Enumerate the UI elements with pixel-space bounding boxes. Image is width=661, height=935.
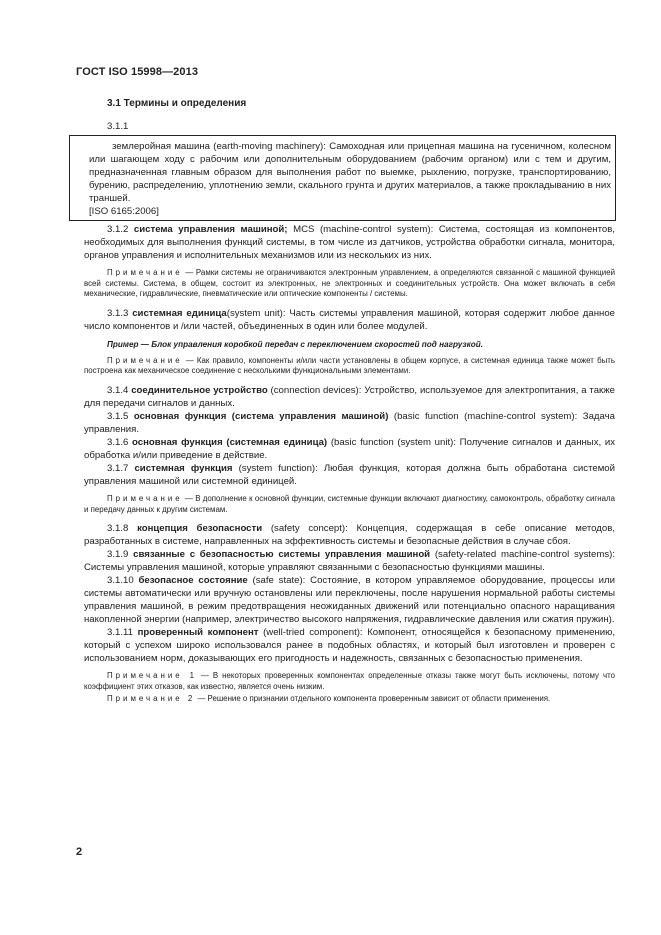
term-number: 3.1.2 [107,224,129,235]
example-text: Пример — Блок управления коробкой передач с переключением скоростей под нагрузкой. [107,339,484,349]
note-label: Примечание 2 [107,694,196,704]
term-3-1-11 [84,626,615,665]
term-definition: (basic function (system unit): Получение сигналов и данных, их обработка и/или приведение в действие. [84,436,616,461]
term-name: система управления машиной; [133,224,288,235]
box-definition-text: землеройная машина (earth-moving machinery): Самоходная или прицепная машина на гусеничном, колесном или шагающем ходу с рабочим или дополнительным оборудованием (рабочим органом) или с тем и другим, предназначенная главным образом для выполнения работ по выемке, рыхлению, погрузке, транспортированию, бурению, распределению, уплотнению земли, скального грунта и других материалов, а также прокладыванию в них траншей. [89,141,611,204]
term-3-1-10 [84,574,615,626]
term-number: 3.1.9 [107,549,129,561]
definition-box [69,135,616,221]
term-definition: (safe state): Состояние, в котором управляемое оборудование, процессы или системы автоматически или вручную остановлены или переключены, после нарушения нормальной работы системы управления машиной, в режим предотвращения неожиданных движений или потенциально опасного наращивания накопленной энергии (например, электричество высокого напряжения, гидравлические давления или сжатия пружин). [84,575,615,626]
page-number: 2 [76,846,83,858]
note-text: — В дополнение к основной функции, системные функции включают диагностику, самоконтроль, обработку сигнала и передачу данных к другим системам. [84,493,615,514]
term-3-1-6 [84,436,615,462]
term-number: 3.1.4 [107,384,129,396]
term-name: связанные с безопасностью системы управления машиной [133,549,431,561]
term-definition: (system function): Любая функция, которая должна быть обработана системой управления машиной или системной единицей. [84,462,615,487]
note-label: Примечание 1 [107,671,198,681]
term-definition: MCS (machine-control system): Система, состоящая из компонентов, необходимых для выполнения функций системы, в том числе из датчиков, устройства обработки сигнала, монитора, органов управления и исполнительных механизмов или из нескольких из них. [84,224,615,261]
note-3-1-11-2 [84,694,615,705]
term-number: 3.1.8 [107,523,129,535]
note-label: Примечание [107,493,183,503]
term-3-1-8 [84,522,615,548]
content-body [84,98,615,705]
term-number: 3.1.5 [107,410,129,422]
note-text: — Решение о признании отдельного компонента проверенным зависит от области применения. [195,694,551,704]
term-number-3-1-1: 3.1.1 [107,121,129,132]
note-text: — В некоторых проверенных компонентах определенные отказы также могут быть исключены, потому что коэффициент этих отказов, как известно, является очень низким. [84,671,615,691]
term-3-1-7 [84,462,615,488]
term-number: 3.1.7 [107,462,129,474]
term-name: системная единица [132,307,227,319]
note-text: — Как правило, компоненты и/или части установлены в общем корпусе, а системная единица также может быть построена как механическое соединение с несколькими функциональными элементами. [84,355,615,376]
note-3-1-11-1 [84,671,615,692]
term-definition: (safety-related machine-control systems): Системы управления машиной, которые управляют связанными с безопасностью функциями машины. [84,549,616,574]
term-name: концепция безопасности [137,523,263,535]
term-number: 3.1.6 [107,436,129,448]
term-name: соединительное устройство [131,384,268,396]
term-3-1-2 [84,223,615,262]
term-3-1-4 [84,384,615,410]
note-3-1-2 [84,268,615,300]
term-number: 3.1.10 [107,575,134,587]
term-3-1-3 [84,307,615,333]
term-3-1-9 [84,548,615,574]
term-definition: (well-tried component): Компонент, относящейся к безопасному применению, который с успехом широко использовался ранее в подобных областях, и который был изготовлен и проверен с использованием норм, доказывающих его пригодность и надежность, связанных с безопасностью применения. [84,627,615,665]
note-text: — Рамки системы не ограничиваются электронным управлением, а определяются связанной с машиной функцией всей системы. Система, в общем, состоит из электронных, не электронных и соединительных устройств. Она может включать в себя механические, гидравлические, пневматические или оптические компоненты / системы. [84,268,615,299]
term-definition: (connection devices): Устройство, используемое для электропитания, а также для передачи сигналов и данных. [84,384,615,409]
term-number: 3.1.11 [107,627,133,639]
document-header: ГОСТ ISO 15998—2013 [76,66,199,78]
term-name: системная функция [134,462,233,474]
section-title: 3.1 Термины и определения [107,98,247,109]
box-reference: [ISO 6165:2006] [89,206,159,217]
term-name: проверенный компонент [137,627,259,639]
term-name: основная функция (системная единица) [132,436,328,448]
note-label: Примечание [107,355,183,365]
term-number: 3.1.3 [107,307,129,319]
term-name: основная функция (система управления машиной) [133,410,389,422]
note-3-1-7 [84,494,615,515]
term-definition: (safety concept): Концепция, содержащая в себе описание методов, разработанных в системе, направленных на эффективность системы и безопасные действия в случае сбоя. [84,523,615,548]
term-definition: (system unit): Часть системы управления машиной, которая содержит любое данное число компонентов и /или частей, объединенных в один или более модулей. [84,307,615,332]
note-3-1-3 [84,356,615,377]
term-3-1-5 [84,410,615,436]
note-label: Примечание [107,268,183,277]
term-name: безопасное состояние [138,575,248,587]
term-definition: (basic function (machine-control system): Задача управления. [84,410,615,435]
